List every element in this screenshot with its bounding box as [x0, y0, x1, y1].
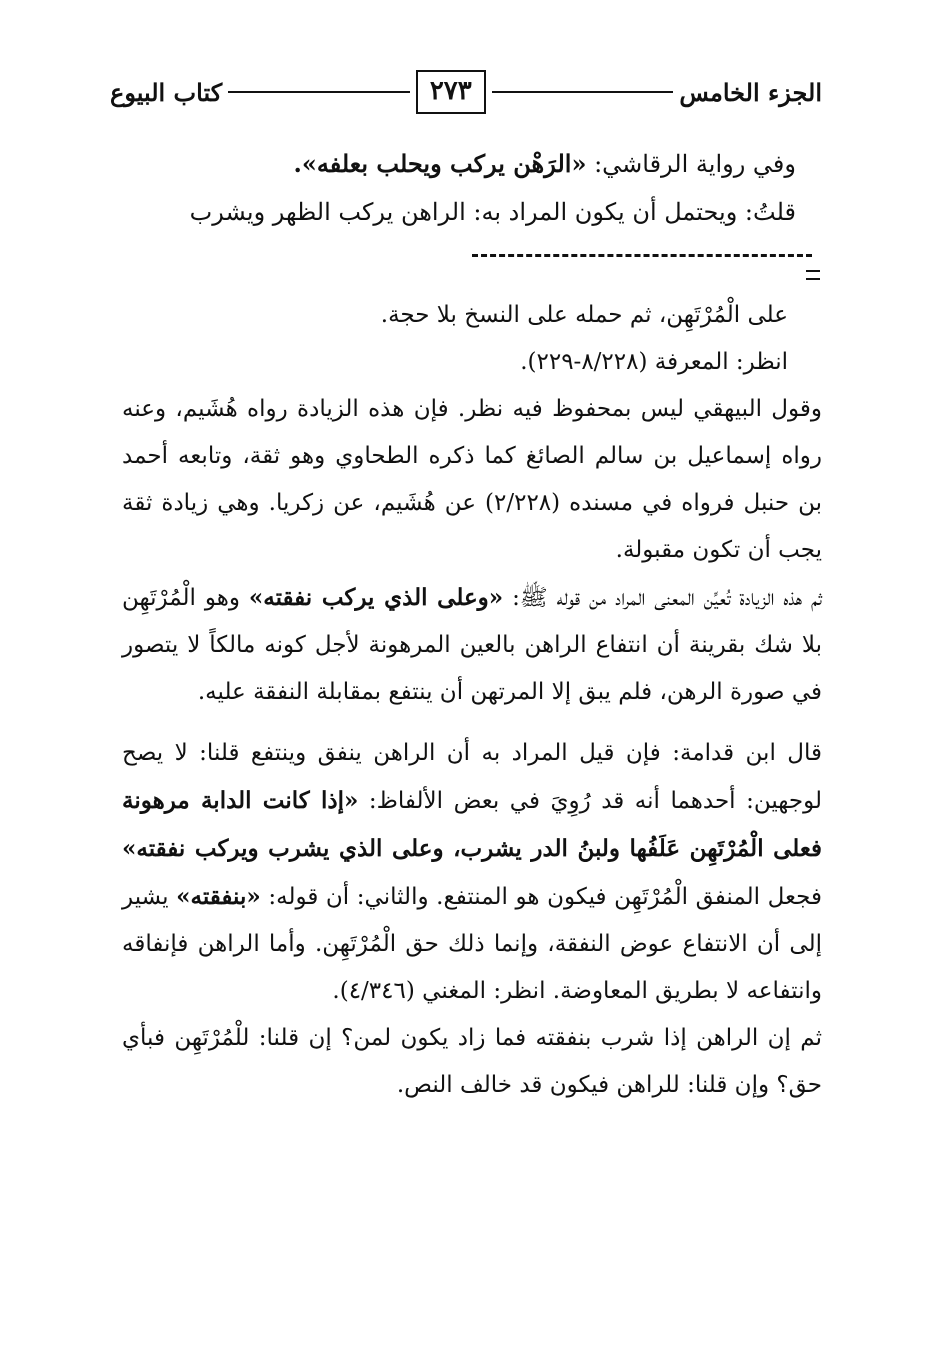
note-5-prefix: قال ابن قدامة: فإن قيل المراد به أن الراهن ينفق وينتفع قلنا: لا يصح لوجهين: أحدهما أنه قد رُوِيَ في بعض الألفاظ: [122, 740, 822, 814]
page-number: ٢٧٣ [416, 70, 486, 114]
footnote-marker [806, 270, 820, 280]
note-5-quote-2: «بنفقته» [176, 883, 261, 910]
note-5-mid: فجعل المنفق الْمُرْتَهِن فيكون هو المنتفع. والثاني: أن قوله: [260, 884, 822, 910]
note-5-quote: «إذا كانت الدابة مرهونة فعلى الْمُرْتَهِن عَلَفُها ولبنُ الدر يشرب، وعلى الذي يشرب ويركب نفقته» [122, 787, 822, 862]
part-title: الجزء الخامس [679, 77, 822, 107]
header-rule-left [228, 91, 410, 93]
note-paragraph-3: وقول البيهقي ليس بمحفوظ فيه نظر. فإن هذه الزيادة رواه هُشَيم، وعنه رواه إسماعيل بن سالم الصائغ كما ذكره الطحاوي وهو ثقة، وتابعه أحمد بن حنبل فرواه في مسنده (٢/٢٢٨) عن هُشَيم، عن زكريا. وهي زيادة ثقة يجب أن تكون مقبولة. [122, 396, 822, 563]
main-line-1 [122, 140, 822, 188]
note-4-prefix: ثم هذه الزيادة تُعيِّن المعنى المراد من قوله ﷺ: [503, 585, 822, 611]
main-line-2: قلتُ: ويحتمل أن يكون المراد به: الراهن يركب الظهر ويشرب [189, 198, 796, 226]
main-text [122, 140, 822, 236]
note-4-rest: وهو الْمُرْتَهِن بلا شك بقرينة أن انتفاع الراهن بالعين المرهونة لأجل كونه مالكاً لا يتصور في صورة الرهن، فلم يبق إلا المرتهن أن ينتفع بمقابلة النفقة عليه. [122, 585, 822, 705]
hadith-quote: «الرَهْن يركب ويحلب بعلفه». [293, 149, 587, 178]
running-header [110, 64, 822, 120]
footnote-separator [472, 254, 812, 271]
note-paragraph-6: ثم إن الراهن إذا شرب بنفقته فما زاد يكون لمن؟ إن قلنا: للْمُرْتَهِن فبأي حق؟ وإن قلنا: للراهن فيكون قد خالف النص. [122, 1025, 822, 1098]
footnotes [122, 292, 822, 1109]
note-paragraph-2: انظر: المعرفة (٨/٢٢٨-٢٢٩). [520, 349, 788, 375]
main-line-1-prefix: وفي رواية الرقاشي: [586, 150, 796, 178]
note-paragraph-5 [122, 730, 822, 1015]
note-4-quote: «وعلى الذي يركب نفقته» [248, 584, 504, 611]
note-5-rest: يشير إلى أن الانتفاع عوض النفقة، وإنما ذلك حق الْمُرْتَهِن. وأما الراهن فإنفاقه وانتفاعه لا بطريق المعاوضة. انظر: المغني (٤/٣٤٦). [122, 884, 822, 1004]
header-rule-right [492, 91, 674, 93]
note-paragraph-4 [122, 574, 822, 716]
note-paragraph-1: على الْمُرْتَهِن، ثم حمله على النسخ بلا حجة. [380, 302, 788, 328]
book-title: كتاب البيوع [110, 77, 223, 107]
